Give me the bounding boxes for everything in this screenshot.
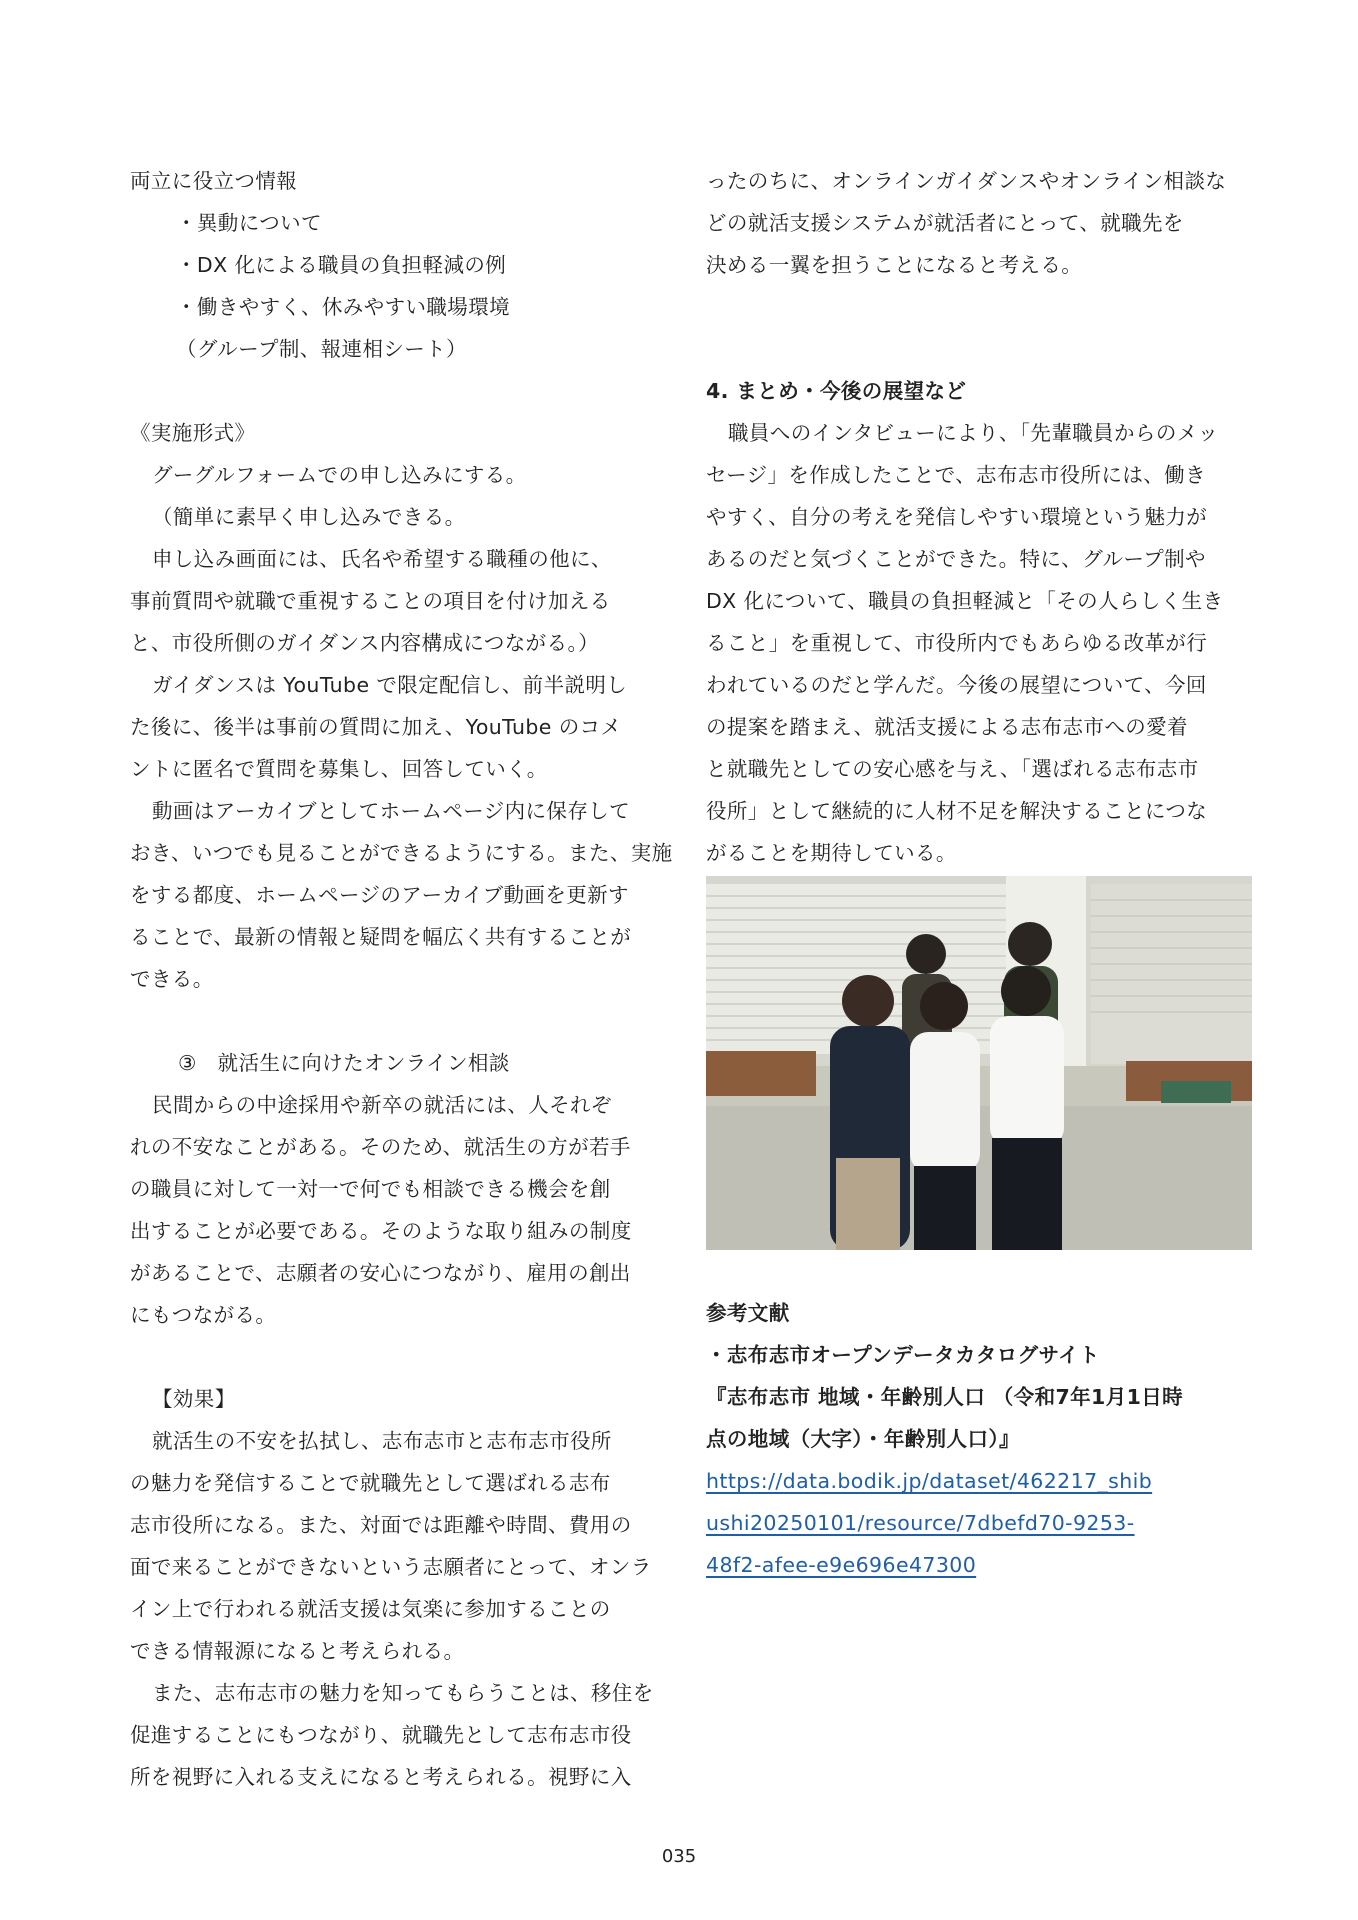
blank-line [706,286,1252,328]
text-line: の職員に対して一対一で何でも相談できる機会を創 [130,1177,611,1201]
text-line: イン上で行われる就活支援は気楽に参加することの [130,1597,611,1621]
text-line: また、志布志市の魅力を知ってもらうことは、移住を [152,1681,654,1705]
group-photo-illustration [706,876,1252,1250]
text-line: おき、いつでも見ることができるようにする。また、実施 [130,841,673,865]
text-line: 志市役所になる。また、対面では距離や時間、費用の [130,1513,632,1537]
text-line: 決める一翼を担うことになると考える。 [706,253,1083,277]
reference-url-link[interactable]: https://data.bodik.jp/dataset/462217_shib [706,1469,1153,1493]
section-heading: 4. まとめ・今後の展望など [706,379,967,403]
reference-url-link[interactable]: 48f2-afee-e9e696e47300 [706,1553,977,1577]
list-item: ・異動について [176,211,322,235]
text-line: 事前質問や就職で重視することの項目を付け加える [130,589,611,613]
text-line: の提案を踏まえ、就活支援による志布志市への愛着 [706,715,1188,739]
right-column [706,160,1252,1586]
text-line: DX 化について、職員の負担軽減と「その人らしく生き [706,589,1224,613]
text-line: がることを期待している。 [706,841,957,865]
text-line: われているのだと学んだ。今後の展望について、今回 [706,673,1207,697]
text-line: （簡単に素早く申し込みできる。 [152,505,466,529]
text-line: れの不安なことがある。そのため、就活生の方が若手 [130,1135,631,1159]
text-line: の魅力を発信することで就職先として選ばれる志布 [130,1471,611,1495]
text-line: 役所」として継続的に人材不足を解決することにつな [706,799,1208,823]
text-line: 就活生の不安を払拭し、志布志市と志布志市役所 [152,1429,612,1453]
blank-line [130,1336,670,1378]
reference-line: 『志布志市 地域・年齢別人口 （令和7年1月1日時 [706,1385,1184,1409]
text-line: 所を視野に入れる支えになると考えられる。視野に入 [130,1765,632,1789]
list-item: ・DX 化による職員の負担軽減の例 [176,253,507,277]
text-line: た後に、後半は事前の質問に加え、YouTube のコメ [130,715,622,739]
blank-line [130,1000,670,1042]
text-line: セージ」を作成したことで、志布志市役所には、働き [706,463,1206,487]
list-item: （グループ制、報連相シート） [176,337,467,361]
group-photo [706,876,1252,1250]
left-column [130,160,673,1798]
text-line: ることで、最新の情報と疑問を幅広く共有することが [130,925,632,949]
text-line: あるのだと気づくことができた。特に、グループ制や [706,547,1206,571]
text-line: ること」を重視して、市役所内でもあらゆる改革が行 [706,631,1208,655]
text-line: 出することが必要である。そのような取り組みの制度 [130,1219,632,1243]
text-line: をする都度、ホームページのアーカイブ動画を更新す [130,883,629,907]
blank-line [706,328,1252,370]
text-line: 動画はアーカイブとしてホームページ内に保存して [152,799,631,823]
blank-line [130,370,670,412]
text-line: と、市役所側のガイダンス内容構成につながる。） [130,631,600,655]
blank-line [706,1250,1252,1292]
text-line: 両立に役立つ情報 [130,169,298,193]
text-line: があることで、志願者の安心につながり、雇用の創出 [130,1261,631,1285]
text-line: どの就活支援システムが就活者にとって、就職先を [706,211,1184,235]
text-line: にもつながる。 [130,1303,277,1327]
text-line: ったのちに、オンラインガイダンスやオンライン相談な [706,169,1227,193]
text-line: できる。 [130,967,214,991]
text-line: できる情報源になると考えられる。 [130,1639,465,1663]
text-line: 申し込み画面には、氏名や希望する職種の他に、 [152,547,612,571]
text-line: と就職先としての安心感を与え、「選ばれる志布志市 [706,757,1199,781]
subsection-heading: ③ 就活生に向けたオンライン相談 [178,1051,510,1075]
text-line: グーグルフォームでの申し込みにする。 [152,463,527,487]
text-line: 促進することにもつながり、就職先として志布志市役 [130,1723,632,1747]
reference-line: ・志布志市オープンデータカタログサイト [706,1343,1100,1367]
text-line: ガイダンスは YouTube で限定配信し、前半説明し [152,673,628,697]
list-item: ・働きやすく、休みやすい職場環境 [176,295,510,319]
references-heading: 参考文献 [706,1301,790,1325]
text-line: やすく、自分の考えを発信しやすい環境という魅力が [706,505,1208,529]
text-line: ントに匿名で質問を募集し、回答していく。 [130,757,548,781]
reference-url-link[interactable]: ushi20250101/resource/7dbefd70-9253- [706,1511,1135,1535]
reference-line: 点の地域（大字）・年齢別人口）』 [706,1427,1020,1451]
text-line: 民間からの中途採用や新卒の就活には、人それぞ [152,1093,612,1117]
section-heading: 【効果】 [152,1387,236,1411]
text-line: 職員へのインタビューにより、「先輩職員からのメッ [728,421,1219,445]
section-heading: 《実施形式》 [130,421,256,445]
text-line: 面で来ることができないという志願者にとって、オンラ [130,1555,652,1579]
page-number: 035 [661,1846,697,1867]
